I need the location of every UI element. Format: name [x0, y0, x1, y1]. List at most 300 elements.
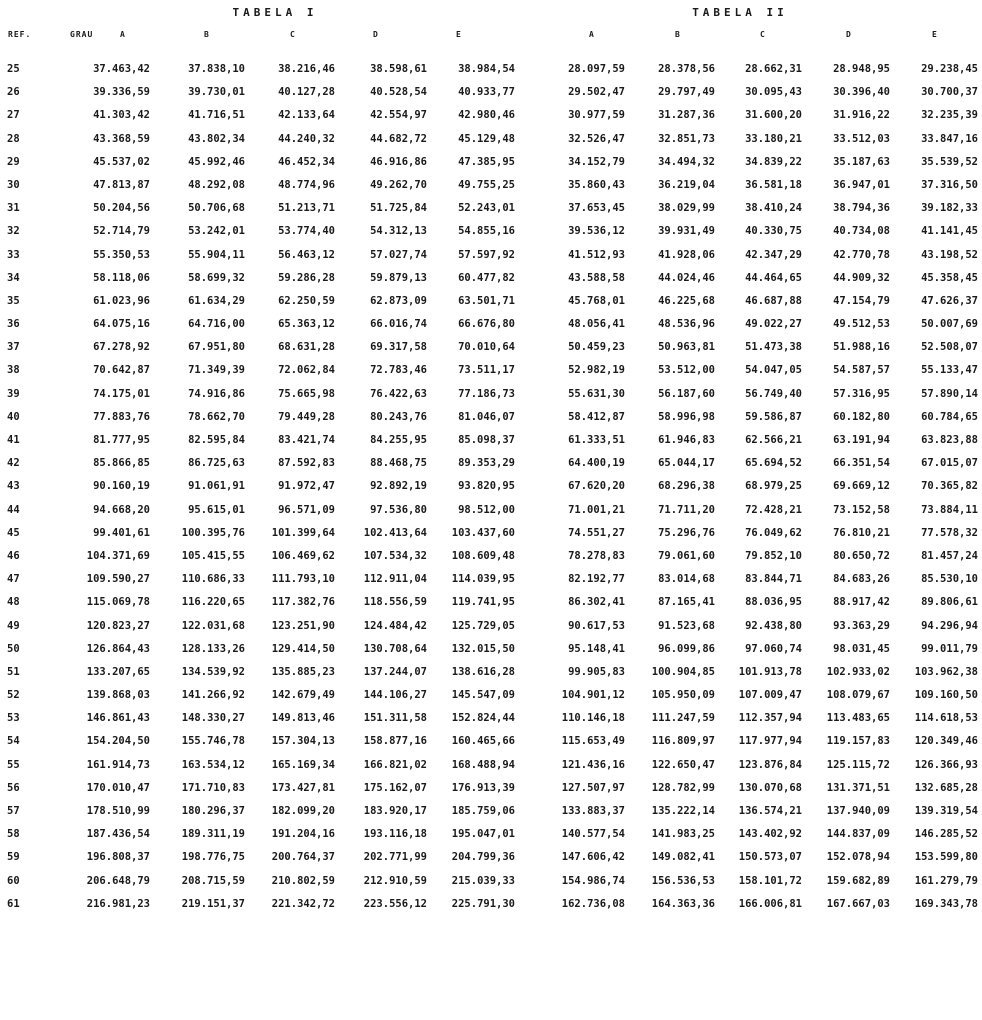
table2-cell-d: 80.650,72	[833, 549, 890, 562]
table2-cell-a: 82.192,77	[568, 573, 625, 586]
table1-col-e-header: E	[456, 30, 462, 39]
table2-cell-d: 51.988,16	[833, 341, 890, 354]
table1-cell-e: 66.676,80	[458, 318, 515, 331]
table2-cell-b: 56.187,60	[658, 387, 715, 400]
table1-cell-d: 175.162,07	[363, 781, 427, 794]
table2-cell-c: 36.581,18	[745, 178, 802, 191]
table2-cell-e: 103.962,38	[914, 665, 978, 678]
table1-cell-d: 97.536,80	[370, 503, 427, 516]
table2-col-e-header: E	[932, 30, 938, 39]
table2-cell-e: 99.011,79	[921, 642, 978, 655]
table2-cell-a: 48.056,41	[568, 318, 625, 331]
table1-cell-b: 37.838,10	[188, 63, 245, 75]
table2-cell-d: 44.909,32	[833, 271, 890, 284]
table2-cell-c: 42.347,29	[745, 248, 802, 261]
table1-cell-d: 223.556,12	[363, 897, 427, 910]
table2-cell-c: 38.410,24	[745, 202, 802, 215]
table1-cell-c: 173.427,81	[271, 781, 335, 794]
table2-cell-d: 38.794,36	[833, 202, 890, 215]
table2-cell-a: 110.146,18	[561, 712, 625, 725]
table1-cell-d: 212.910,59	[363, 874, 427, 887]
ref-cell: 59	[7, 851, 20, 864]
table1-cell-e: 168.488,94	[451, 758, 515, 771]
table2-cell-c: 44.464,65	[745, 271, 802, 284]
table2-cell-d: 125.115,72	[826, 758, 890, 771]
table-row	[0, 593, 982, 616]
table1-cell-d: 193.116,18	[363, 828, 427, 841]
table1-cell-c: 157.304,13	[271, 735, 335, 748]
table2-cell-c: 150.573,07	[738, 851, 802, 864]
table1-cell-c: 72.062,84	[278, 364, 335, 377]
table2-cell-d: 102.933,02	[826, 665, 890, 678]
table1-cell-a: 70.642,87	[93, 364, 150, 377]
table-row	[0, 130, 982, 153]
table2-cell-e: 94.296,94	[921, 619, 978, 632]
table2-cell-d: 35.187,63	[833, 155, 890, 168]
table-row	[0, 431, 982, 454]
table2-cell-b: 122.650,47	[651, 758, 715, 771]
table2-cell-a: 58.412,87	[568, 410, 625, 423]
table1-cell-c: 75.665,98	[278, 387, 335, 400]
table2-cell-a: 95.148,41	[568, 642, 625, 655]
table1-cell-e: 103.437,60	[451, 526, 515, 539]
table1-cell-c: 91.972,47	[278, 480, 335, 493]
table1-cell-a: 115.069,78	[86, 596, 150, 609]
table1-cell-b: 134.539,92	[181, 665, 245, 678]
table-row	[0, 524, 982, 547]
table2-cell-c: 49.022,27	[745, 318, 802, 331]
table1-cell-d: 166.821,02	[363, 758, 427, 771]
table1-cell-b: 55.904,11	[188, 248, 245, 261]
ref-cell: 33	[7, 248, 20, 261]
table2-cell-a: 104.901,12	[561, 689, 625, 702]
table1-cell-a: 104.371,69	[86, 549, 150, 562]
table1-cell-b: 43.802,34	[188, 132, 245, 145]
table2-cell-c: 72.428,21	[745, 503, 802, 516]
table1-cell-c: 53.774,40	[278, 225, 335, 238]
table2-cell-a: 43.588,58	[568, 271, 625, 284]
table1-cell-d: 202.771,99	[363, 851, 427, 864]
table2-cell-a: 154.986,74	[561, 874, 625, 887]
table1-cell-a: 133.207,65	[86, 665, 150, 678]
ref-cell: 44	[7, 503, 20, 516]
table2-cell-b: 71.711,20	[658, 503, 715, 516]
table1-cell-c: 117.382,76	[271, 596, 335, 609]
table1-cell-d: 59.879,13	[370, 271, 427, 284]
table1-cell-b: 53.242,01	[188, 225, 245, 238]
ref-cell: 32	[7, 225, 20, 238]
table1-cell-e: 160.465,66	[451, 735, 515, 748]
table1-cell-c: 83.421,74	[278, 434, 335, 446]
table2-cell-c: 68.979,25	[745, 480, 802, 493]
table2-cell-a: 121.436,16	[561, 758, 625, 771]
table-row	[0, 686, 982, 709]
table2-cell-e: 132.685,28	[914, 781, 978, 794]
table2-cell-b: 46.225,68	[658, 294, 715, 307]
ref-cell: 36	[7, 318, 20, 331]
table1-cell-a: 126.864,43	[86, 642, 150, 655]
table1-cell-b: 50.706,68	[188, 202, 245, 215]
table1-cell-d: 49.262,70	[370, 178, 427, 191]
table1-cell-b: 71.349,39	[188, 364, 245, 377]
table1-cell-a: 77.883,76	[93, 410, 150, 423]
table1-cell-a: 139.868,03	[86, 689, 150, 702]
table1-cell-b: 95.615,01	[188, 503, 245, 516]
table2-cell-d: 36.947,01	[833, 178, 890, 191]
table1-cell-a: 178.510,99	[86, 805, 150, 817]
ref-header: REF.	[8, 30, 32, 39]
table-row	[0, 454, 982, 477]
table2-cell-d: 108.079,67	[826, 689, 890, 702]
table2-cell-c: 97.060,74	[745, 642, 802, 655]
table-row	[0, 732, 982, 755]
table1-cell-c: 44.240,32	[278, 132, 335, 145]
table-row	[0, 246, 982, 269]
table1-cell-b: 208.715,59	[181, 874, 245, 887]
table2-cell-e: 161.279,79	[914, 874, 978, 887]
table1-cell-a: 43.368,59	[93, 132, 150, 145]
table2-cell-b: 105.950,09	[651, 689, 715, 702]
table1-cell-b: 180.296,37	[181, 805, 245, 817]
table2-cell-c: 34.839,22	[745, 155, 802, 168]
table2-cell-e: 45.358,45	[921, 271, 978, 284]
table1-cell-e: 40.933,77	[458, 86, 515, 99]
table1-cell-e: 38.984,54	[458, 63, 515, 75]
table1-cell-a: 187.436,54	[86, 828, 150, 841]
table2-cell-a: 55.631,30	[568, 387, 625, 400]
table2-cell-a: 115.653,49	[561, 735, 625, 748]
table1-cell-a: 55.350,53	[93, 248, 150, 261]
table2-cell-c: 40.330,75	[745, 225, 802, 238]
table2-cell-d: 28.948,95	[833, 63, 890, 75]
table1-cell-c: 111.793,10	[271, 573, 335, 586]
table2-cell-e: 114.618,53	[914, 712, 978, 725]
table1-cell-e: 215.039,33	[451, 874, 515, 887]
table2-cell-d: 69.669,12	[833, 480, 890, 493]
table-row	[0, 709, 982, 732]
table2-cell-c: 158.101,72	[738, 874, 802, 887]
table1-cell-e: 63.501,71	[458, 294, 515, 307]
table2-cell-b: 48.536,96	[658, 318, 715, 331]
table2-cell-d: 73.152,58	[833, 503, 890, 516]
table2-cell-b: 141.983,25	[651, 828, 715, 841]
table1-cell-a: 120.823,27	[86, 619, 150, 632]
table2-cell-c: 33.180,21	[745, 132, 802, 145]
table1-cell-e: 70.010,64	[458, 341, 515, 354]
table2-cell-b: 116.809,97	[651, 735, 715, 748]
table-body	[0, 60, 982, 918]
table-row	[0, 640, 982, 663]
table1-cell-b: 41.716,51	[188, 109, 245, 122]
ref-cell: 56	[7, 781, 20, 794]
table1-cell-a: 206.648,79	[86, 874, 150, 887]
table2-cell-e: 85.530,10	[921, 573, 978, 586]
table1-cell-c: 149.813,46	[271, 712, 335, 725]
table1-cell-a: 64.075,16	[93, 318, 150, 331]
table1-cell-d: 46.916,86	[370, 155, 427, 168]
table1-cell-b: 148.330,27	[181, 712, 245, 725]
table2-cell-a: 67.620,20	[568, 480, 625, 493]
table1-cell-e: 225.791,30	[451, 897, 515, 910]
ref-cell: 29	[7, 155, 20, 168]
table2-cell-e: 29.238,45	[921, 63, 978, 75]
table1-cell-d: 80.243,76	[370, 410, 427, 423]
table2-cell-a: 35.860,43	[568, 178, 625, 191]
table1-cell-b: 86.725,63	[188, 457, 245, 470]
table2-cell-e: 60.784,65	[921, 410, 978, 423]
ref-cell: 28	[7, 132, 20, 145]
ref-cell: 54	[7, 735, 20, 748]
ref-cell: 37	[7, 341, 20, 354]
table1-cell-b: 219.151,37	[181, 897, 245, 910]
table2-cell-b: 39.931,49	[658, 225, 715, 238]
table2-cell-c: 62.566,21	[745, 434, 802, 446]
table-row	[0, 779, 982, 802]
table2-cell-d: 167.667,03	[826, 897, 890, 910]
ref-cell: 53	[7, 712, 20, 725]
table1-cell-a: 74.175,01	[93, 387, 150, 400]
table1-cell-c: 135.885,23	[271, 665, 335, 678]
table-row	[0, 361, 982, 384]
ref-cell: 45	[7, 526, 20, 539]
table2-cell-a: 86.302,41	[568, 596, 625, 609]
table-row	[0, 477, 982, 500]
table2-col-d-header: D	[846, 30, 852, 39]
ref-cell: 57	[7, 805, 20, 817]
table2-cell-b: 91.523,68	[658, 619, 715, 632]
table1-cell-d: 76.422,63	[370, 387, 427, 400]
table2-cell-d: 49.512,53	[833, 318, 890, 331]
table1-cell-d: 38.598,61	[370, 63, 427, 75]
table1-col-b-header: B	[204, 30, 210, 39]
table1-cell-d: 92.892,19	[370, 480, 427, 493]
table2-cell-e: 37.316,50	[921, 178, 978, 191]
grau-header: GRAU	[70, 30, 94, 39]
table2-cell-c: 59.586,87	[745, 410, 802, 423]
table2-cell-c: 92.438,80	[745, 619, 802, 632]
table1-cell-d: 151.311,58	[363, 712, 427, 725]
table1-cell-c: 221.342,72	[271, 897, 335, 910]
table2-cell-c: 101.913,78	[738, 665, 802, 678]
table1-cell-e: 54.855,16	[458, 225, 515, 238]
table2-cell-b: 111.247,59	[651, 712, 715, 725]
table2-cell-e: 32.235,39	[921, 109, 978, 122]
table1-cell-e: 60.477,82	[458, 271, 515, 284]
table2-cell-b: 32.851,73	[658, 132, 715, 145]
table1-cell-e: 152.824,44	[451, 712, 515, 725]
ref-cell: 38	[7, 364, 20, 377]
table2-cell-a: 45.768,01	[568, 294, 625, 307]
ref-cell: 46	[7, 549, 20, 562]
table2-cell-c: 28.662,31	[745, 63, 802, 75]
table2-cell-b: 164.363,36	[651, 897, 715, 910]
table-row	[0, 292, 982, 315]
table2-cell-e: 109.160,50	[914, 689, 978, 702]
table1-cell-d: 112.911,04	[363, 573, 427, 586]
table2-cell-b: 87.165,41	[658, 596, 715, 609]
ref-cell: 50	[7, 642, 20, 655]
table2-cell-d: 98.031,45	[833, 642, 890, 655]
table1-cell-c: 51.213,71	[278, 202, 335, 215]
table1-cell-b: 48.292,08	[188, 178, 245, 191]
table2-cell-c: 166.006,81	[738, 897, 802, 910]
table2-cell-c: 56.749,40	[745, 387, 802, 400]
table1-cell-d: 54.312,13	[370, 225, 427, 238]
table1-cell-c: 142.679,49	[271, 689, 335, 702]
table1-cell-b: 64.716,00	[188, 318, 245, 331]
table2-cell-b: 34.494,32	[658, 155, 715, 168]
table2-cell-d: 93.363,29	[833, 619, 890, 632]
table1-cell-d: 102.413,64	[363, 526, 427, 539]
table-row	[0, 176, 982, 199]
table2-col-a-header: A	[589, 30, 595, 39]
table1-cell-b: 128.133,26	[181, 642, 245, 655]
table2-cell-b: 50.963,81	[658, 341, 715, 354]
table1-cell-a: 67.278,92	[93, 341, 150, 354]
table2-cell-d: 54.587,57	[833, 364, 890, 377]
table1-cell-b: 82.595,84	[188, 434, 245, 446]
table2-cell-a: 50.459,23	[568, 341, 625, 354]
table1-cell-b: 45.992,46	[188, 155, 245, 168]
table1-cell-c: 79.449,28	[278, 410, 335, 423]
table1-cell-b: 58.699,32	[188, 271, 245, 284]
table-row	[0, 60, 982, 83]
table2-cell-c: 88.036,95	[745, 596, 802, 609]
table2-cell-e: 126.366,93	[914, 758, 978, 771]
table2-cell-d: 60.182,80	[833, 410, 890, 423]
table1-cell-b: 39.730,01	[188, 86, 245, 99]
table1-cell-d: 88.468,75	[370, 457, 427, 470]
table2-cell-b: 128.782,99	[651, 781, 715, 794]
table-row	[0, 756, 982, 779]
table2-cell-e: 33.847,16	[921, 132, 978, 145]
table2-cell-c: 107.009,47	[738, 689, 802, 702]
table-row	[0, 802, 982, 825]
table1-cell-c: 68.631,28	[278, 341, 335, 354]
table1-cell-c: 62.250,59	[278, 294, 335, 307]
table2-cell-b: 29.797,49	[658, 86, 715, 99]
ref-cell: 61	[7, 897, 20, 910]
table1-cell-c: 46.452,34	[278, 155, 335, 168]
table2-cell-e: 63.823,88	[921, 434, 978, 446]
table-row	[0, 315, 982, 338]
table-row	[0, 83, 982, 106]
table1-cell-d: 69.317,58	[370, 341, 427, 354]
table2-cell-c: 83.844,71	[745, 573, 802, 586]
table2-cell-c: 112.357,94	[738, 712, 802, 725]
table-row	[0, 385, 982, 408]
table2-cell-d: 144.837,09	[826, 828, 890, 841]
table2-cell-a: 78.278,83	[568, 549, 625, 562]
table2-cell-e: 35.539,52	[921, 155, 978, 168]
table2-cell-b: 135.222,14	[651, 805, 715, 817]
table1-cell-a: 37.463,42	[93, 63, 150, 75]
table2-cell-e: 153.599,80	[914, 851, 978, 864]
table1-cell-e: 145.547,09	[451, 689, 515, 702]
table-row	[0, 872, 982, 895]
table2-cell-b: 28.378,56	[658, 63, 715, 75]
table1-cell-e: 42.980,46	[458, 109, 515, 122]
ref-cell: 47	[7, 573, 20, 586]
table2-cell-d: 33.512,03	[833, 132, 890, 145]
table1-cell-d: 40.528,54	[370, 86, 427, 99]
table1-cell-e: 49.755,25	[458, 178, 515, 191]
table1-cell-d: 183.920,17	[363, 805, 427, 817]
table1-cell-e: 77.186,73	[458, 387, 515, 400]
table2-cell-b: 96.099,86	[658, 642, 715, 655]
ref-cell: 35	[7, 294, 20, 307]
table1-cell-a: 50.204,56	[93, 202, 150, 215]
table1-cell-e: 114.039,95	[451, 573, 515, 586]
table1-cell-b: 61.634,29	[188, 294, 245, 307]
table2-cell-d: 66.351,54	[833, 457, 890, 470]
table-row	[0, 663, 982, 686]
table1-cell-b: 163.534,12	[181, 758, 245, 771]
table-row	[0, 617, 982, 640]
table-row	[0, 825, 982, 848]
table1-cell-e: 81.046,07	[458, 410, 515, 423]
table1-cell-e: 176.913,39	[451, 781, 515, 794]
table1-cell-c: 48.774,96	[278, 178, 335, 191]
table1-cell-b: 74.916,86	[188, 387, 245, 400]
table2-cell-a: 127.507,97	[561, 781, 625, 794]
table1-cell-d: 144.106,27	[363, 689, 427, 702]
table1-col-a-header: A	[120, 30, 126, 39]
ref-cell: 40	[7, 410, 20, 423]
table1-cell-e: 85.098,37	[458, 434, 515, 446]
table2-cell-c: 136.574,21	[738, 805, 802, 817]
table2-cell-b: 156.536,53	[651, 874, 715, 887]
table2-cell-d: 119.157,83	[826, 735, 890, 748]
table2-cell-a: 32.526,47	[568, 132, 625, 145]
table1-cell-d: 66.016,74	[370, 318, 427, 331]
table2-cell-d: 113.483,65	[826, 712, 890, 725]
table2-cell-c: 79.852,10	[745, 549, 802, 562]
table1-cell-a: 61.023,96	[93, 294, 150, 307]
table1-cell-a: 90.160,19	[93, 480, 150, 493]
table1-cell-c: 40.127,28	[278, 86, 335, 99]
table2-cell-a: 37.653,45	[568, 202, 625, 215]
table1-cell-d: 84.255,95	[370, 434, 427, 446]
ref-cell: 41	[7, 434, 20, 446]
table1-cell-c: 191.204,16	[271, 828, 335, 841]
table-row	[0, 153, 982, 176]
table2-cell-c: 51.473,38	[745, 341, 802, 354]
table2-cell-c: 117.977,94	[738, 735, 802, 748]
ref-cell: 49	[7, 619, 20, 632]
table2-cell-d: 131.371,51	[826, 781, 890, 794]
table1-cell-e: 195.047,01	[451, 828, 515, 841]
table2-cell-b: 75.296,76	[658, 526, 715, 539]
table1-cell-a: 99.401,61	[93, 526, 150, 539]
ref-cell: 39	[7, 387, 20, 400]
table1-cell-c: 129.414,50	[271, 642, 335, 655]
table1-cell-d: 158.877,16	[363, 735, 427, 748]
table2-cell-b: 149.082,41	[651, 851, 715, 864]
table2-cell-d: 159.682,89	[826, 874, 890, 887]
table2-cell-d: 137.940,09	[826, 805, 890, 817]
table-row	[0, 408, 982, 431]
table2-cell-e: 52.508,07	[921, 341, 978, 354]
table2-cell-e: 81.457,24	[921, 549, 978, 562]
table1-cell-c: 87.592,83	[278, 457, 335, 470]
table1-cell-c: 96.571,09	[278, 503, 335, 516]
table1-cell-b: 91.061,91	[188, 480, 245, 493]
ref-cell: 30	[7, 178, 20, 191]
table1-cell-e: 98.512,00	[458, 503, 515, 516]
table2-cell-e: 169.343,78	[914, 897, 978, 910]
table-row	[0, 895, 982, 918]
